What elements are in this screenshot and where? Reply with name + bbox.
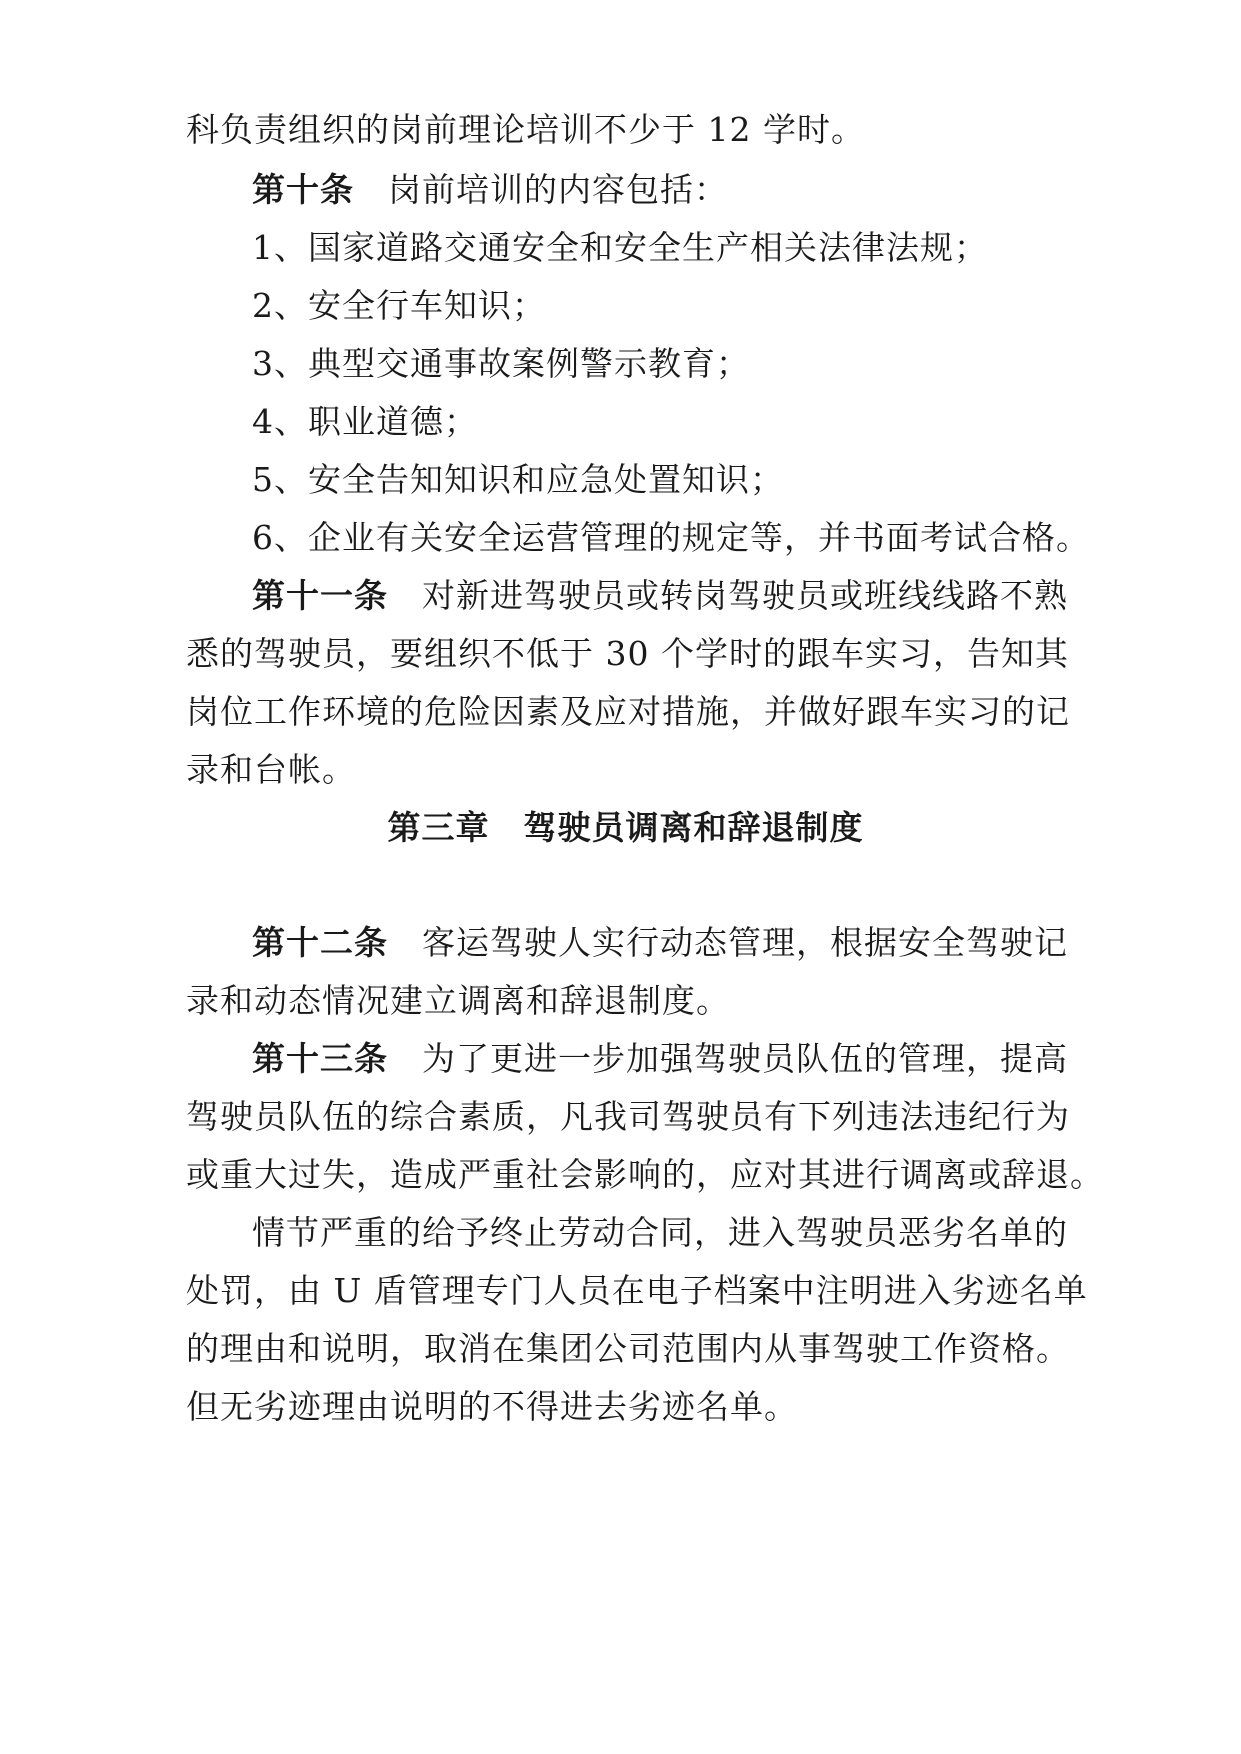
article-text: 客运驾驶人实行动态管理，根据安全驾驶记 bbox=[422, 923, 1068, 962]
article-text: 为了更进一步加强驾驶员队伍的管理，提高 bbox=[422, 1039, 1068, 1078]
chapter-number: 第三章 bbox=[387, 808, 490, 847]
article-11 bbox=[252, 576, 1132, 616]
paragraph-line: 驾驶员队伍的综合素质，凡我司驾驶员有下列违法违纪行为 bbox=[186, 1097, 1070, 1136]
article-13 bbox=[252, 1039, 1132, 1079]
list-item: 6、企业有关安全运营管理的规定等，并书面考试合格。 bbox=[252, 518, 1090, 557]
article-10 bbox=[252, 170, 1132, 210]
list-item: 5、安全告知知识和应急处置知识； bbox=[252, 460, 784, 499]
paragraph-line: 处罚，由 U 盾管理专门人员在电子档案中注明进入劣迹名单 bbox=[186, 1271, 1088, 1310]
list-item: 4、职业道德； bbox=[252, 402, 478, 441]
paragraph-line: 录和动态情况建立调离和辞退制度。 bbox=[186, 981, 730, 1020]
article-12 bbox=[252, 923, 1132, 963]
paragraph-line: 但无劣迹理由说明的不得进去劣迹名单。 bbox=[186, 1387, 798, 1426]
paragraph-line: 悉的驾驶员，要组织不低于 30 个学时的跟车实习，告知其 bbox=[186, 634, 1069, 673]
article-heading: 第十二条 bbox=[252, 923, 388, 962]
paragraph-line: 的理由和说明，取消在集团公司范围内从事驾驶工作资格。 bbox=[186, 1329, 1070, 1368]
paragraph-line: 录和台帐。 bbox=[186, 750, 356, 789]
article-text: 对新进驾驶员或转岗驾驶员或班线线路不熟 bbox=[422, 576, 1068, 615]
paragraph-line: 科负责组织的岗前理论培训不少于 12 学时。 bbox=[186, 110, 865, 149]
list-item: 2、安全行车知识； bbox=[252, 286, 546, 325]
paragraph-line: 或重大过失，造成严重社会影响的，应对其进行调离或辞退。 bbox=[186, 1155, 1104, 1194]
list-item: 1、国家道路交通安全和安全生产相关法律法规； bbox=[252, 228, 988, 267]
paragraph-line: 岗位工作环境的危险因素及应对措施，并做好跟车实习的记 bbox=[186, 692, 1070, 731]
chapter-heading bbox=[0, 808, 1241, 848]
paragraph-line: 情节严重的给予终止劳动合同，进入驾驶员恶劣名单的 bbox=[252, 1213, 1068, 1252]
article-heading: 第十三条 bbox=[252, 1039, 388, 1078]
chapter-title: 驾驶员调离和辞退制度 bbox=[523, 808, 864, 847]
article-heading: 第十一条 bbox=[252, 576, 388, 615]
article-text: 岗前培训的内容包括： bbox=[388, 170, 728, 209]
list-item: 3、典型交通事故案例警示教育； bbox=[252, 344, 750, 383]
article-heading: 第十条 bbox=[252, 170, 354, 209]
